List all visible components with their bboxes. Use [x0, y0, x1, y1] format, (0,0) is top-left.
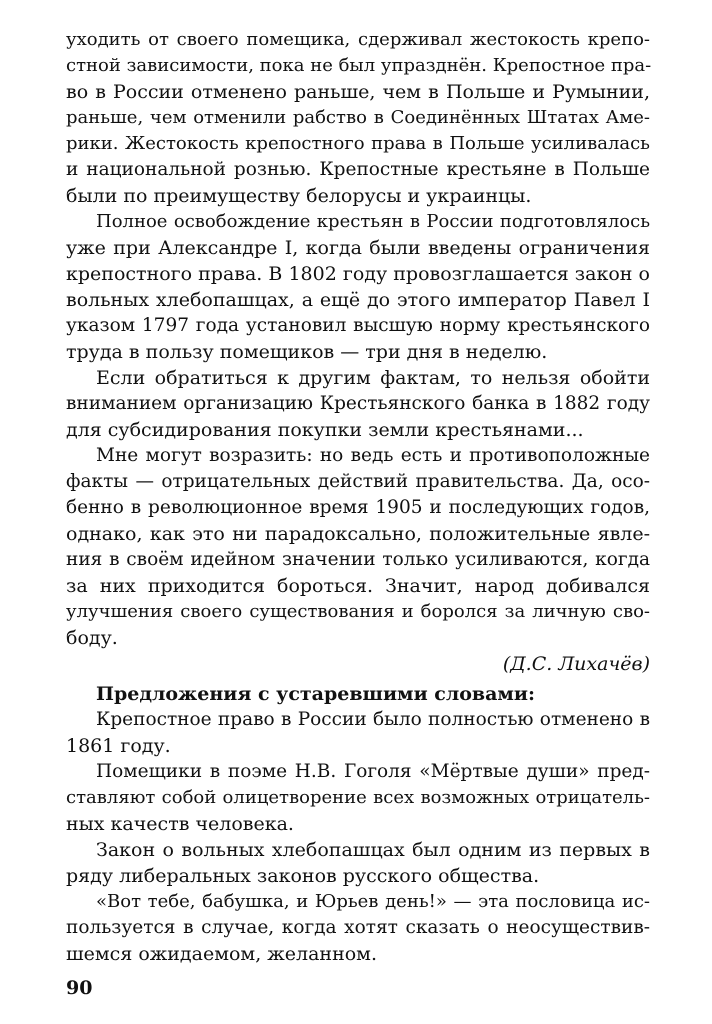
text-line: вольных хлебопашцах, а ещё до этого император Павел I — [66, 289, 650, 311]
text-line: шемся ожидаемом, желанном. — [66, 943, 377, 965]
text-line: крепостного права. В 1802 году провозглашается закон о — [66, 263, 650, 285]
text-line: Мне могут возразить: но ведь есть и противоположные — [96, 445, 650, 466]
text-line: Помещики в поэме Н.В. Гоголя «Мёртвые души» пред- — [96, 761, 650, 782]
text-line: труда в пользу помещиков — три дня в неделю. — [66, 341, 548, 363]
text-line: для субсидирования покупки земли крестьянами... — [66, 419, 584, 441]
text-line: и национальной рознью. Крепостные крестьяне в Польше — [66, 159, 650, 180]
text-line: раньше, чем отменили рабство в Соединённых Штатах Аме- — [66, 107, 650, 128]
text-line: во в России отменено раньше, чем в Польше и Румынии, — [66, 81, 650, 103]
text-line: 1861 году. — [66, 735, 171, 757]
text-line: были по преимуществу белорусы и украинцы. — [66, 185, 532, 207]
text-line: улучшения своего существования и боролся за личную сво- — [66, 601, 650, 622]
text-line: ряду либеральных законов русского общества. — [66, 865, 540, 887]
text-line: вниманием организацию Крестьянского банка в 1882 году — [66, 393, 650, 414]
text-line: ных качеств человека. — [66, 813, 294, 835]
text-line: ния в своём идейном значении только усиливаются, когда — [66, 549, 650, 570]
text-line: факты — отрицательных действий правительства. Да, осо- — [66, 471, 650, 492]
text-line: бенно в революционное время 1905 и последующих годов, — [66, 497, 650, 518]
text-line: однако, как это ни парадоксально, положительные явле- — [66, 523, 650, 545]
text-line: Крепостное право в России было полностью отменено в — [96, 709, 650, 730]
text-line: Если обратиться к другим фактам, то нельзя обойти — [96, 367, 650, 389]
text-line: «Вот тебе, бабушка, и Юрьев день!» — эта пословица ис- — [96, 891, 650, 912]
text-line: уходить от своего помещика, сдерживал жестокость крепо- — [66, 29, 650, 50]
text-line: указом 1797 года установил высшую норму крестьянского — [66, 315, 650, 336]
author-attribution: (Д.С. Лихачёв) — [502, 653, 650, 675]
text-line: боду. — [66, 627, 118, 649]
text-line: за них приходится бороться. Значит, народ добивался — [66, 575, 650, 597]
page-number: 90 — [66, 977, 93, 999]
text-line: уже при Александре I, когда были введены ограничения — [66, 237, 650, 259]
text-line: пользуется в случае, когда хотят сказать о неосуществив- — [66, 917, 650, 938]
text-line: стной зависимости, пока не был упразднён. Крепостное пра- — [66, 55, 652, 76]
text-line: рики. Жестокость крепостного права в Польше усиливалась — [66, 133, 650, 154]
text-line: Полное освобождение крестьян в России подготовлялось — [96, 211, 650, 232]
section-heading: Предложения с устаревшими словами: — [96, 683, 536, 705]
text-line: Закон о вольных хлебопашцах был одним из первых в — [96, 839, 650, 861]
text-line: ставляют собой олицетворение всех возможных отрицатель- — [66, 787, 650, 808]
